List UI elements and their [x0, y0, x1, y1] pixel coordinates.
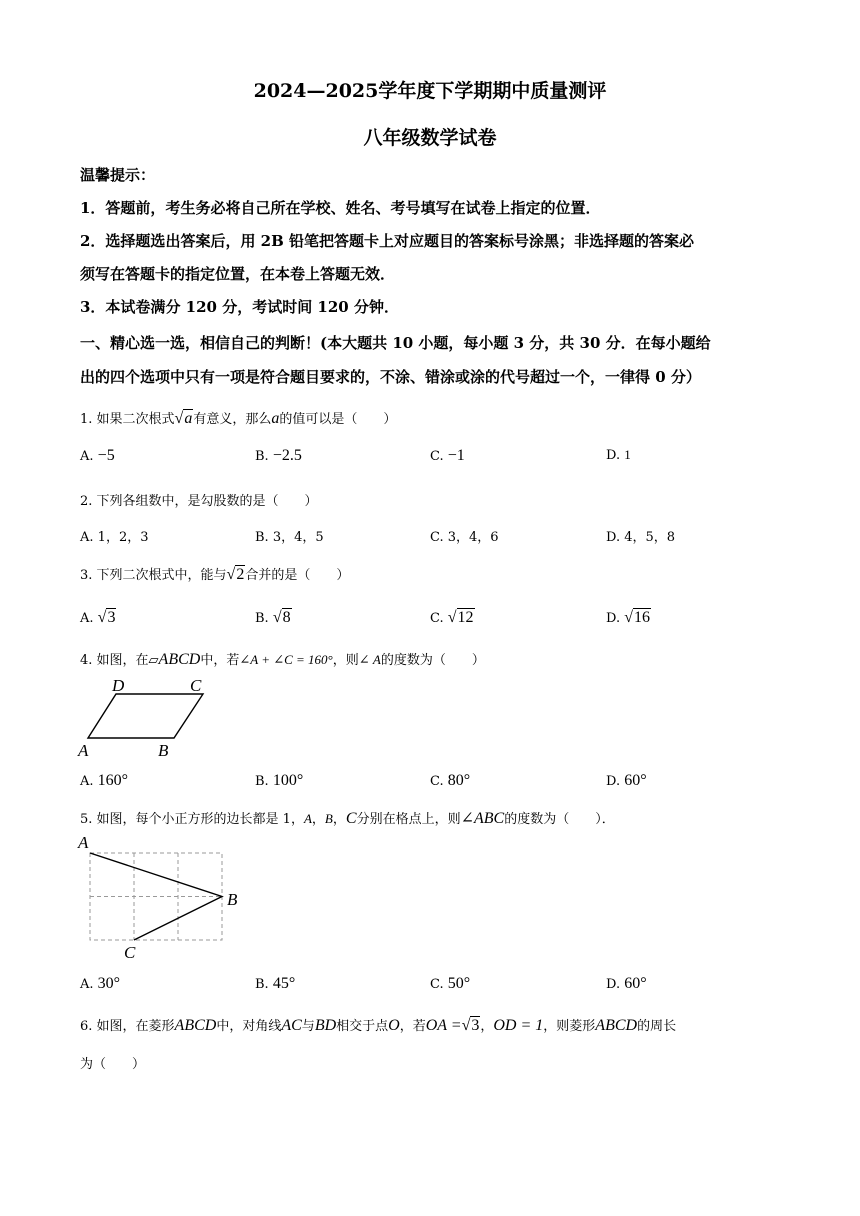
tips-heading: 温馨提示：: [80, 166, 156, 184]
label-c: C: [124, 943, 136, 962]
exam-title: 2024—2025学年度下学期期中质量测评: [253, 80, 607, 102]
question-5: 5. 如图，每个小正方形的边长都是 1，A，B，C分别在格点上，则∠ABC的度数为（ ）．: [80, 810, 615, 827]
q3-suffix: 合并的是（ ）: [245, 568, 350, 583]
q5-option-d[interactable]: D. 60°: [606, 975, 647, 992]
label-d: D: [112, 676, 125, 695]
section-1-line1: 一、精心选一选，相信自己的判断！(本大题共 10 小题，每小题 3 分，共 30 分．在每小题给: [80, 334, 711, 352]
q1-radical: √a: [174, 410, 193, 427]
q1-mid: 有意义，那么: [193, 412, 272, 427]
q1-var: a: [271, 410, 280, 427]
q5-option-b[interactable]: B. 45°: [255, 975, 296, 992]
section-1-line2: 出的四个选项中只有一项是符合题目要求的，不涂、错涂或涂的代号超过一个，一律得 0 分）: [80, 368, 701, 386]
q1-prefix: 1. 如果二次根式: [80, 412, 175, 427]
label-b: B: [158, 741, 169, 760]
q5-option-c[interactable]: C. 50°: [430, 975, 471, 992]
q3-option-c[interactable]: C. √12: [430, 609, 474, 626]
q4-option-d[interactable]: D. 60°: [606, 772, 647, 789]
q1-option-d[interactable]: D. 1: [606, 447, 631, 463]
q4-option-b[interactable]: B. 100°: [255, 772, 304, 789]
q2-option-d[interactable]: D. 4，5，8: [606, 530, 676, 545]
q1-option-b[interactable]: B. −2.5: [255, 447, 302, 464]
q1-option-c[interactable]: C. −1: [430, 447, 465, 464]
tip-3: 3．本试卷满分 120 分，考试时间 120 分钟．: [80, 298, 399, 316]
question-4: 4. 如图，在▱ABCD中，若∠A + ∠C = 160°，则∠ A的度数为（ ）: [80, 651, 485, 668]
q2-option-c[interactable]: C. 3，4，6: [430, 530, 499, 545]
tip-2-line1: 2．选择题选出答案后，用 2B 铅笔把答题卡上对应题目的答案标号涂黑；非选择题的答案必: [80, 232, 695, 250]
q2-option-b[interactable]: B. 3，4，5: [255, 530, 324, 545]
grid-lines: [90, 853, 222, 940]
q3-prefix: 3. 下列二次根式中，能与: [80, 568, 227, 583]
tip-2-line2: 须写在答题卡的指定位置，在本卷上答题无效．: [80, 265, 396, 283]
q5-option-a[interactable]: A. 30°: [80, 975, 121, 992]
label-c: C: [190, 676, 202, 695]
question-6-line1: 6. 如图，在菱形ABCD中，对角线AC与BD相交于点O，若OA =√3，OD = 1，则菱形ABCD的周长: [80, 1017, 677, 1034]
q4-option-a[interactable]: A. 160°: [80, 772, 129, 789]
label-a: A: [78, 741, 89, 760]
q2-option-a[interactable]: A. 1，2，3: [80, 530, 149, 545]
question-1: [80, 408, 396, 428]
q3-option-a[interactable]: A. √3: [80, 609, 116, 626]
question-2: 2. 下列各组数中，是勾股数的是（ ）: [80, 494, 318, 509]
label-b: B: [227, 890, 238, 909]
question-3: [80, 564, 349, 584]
q3-option-d[interactable]: D. √16: [606, 609, 651, 626]
parallelogram-shape: [88, 694, 203, 738]
q3-option-b[interactable]: B. √8: [255, 609, 291, 626]
exam-subtitle: 八年级数学试卷: [363, 127, 497, 149]
question-6-line2: 为（ ）: [80, 1057, 146, 1072]
label-a: A: [78, 833, 89, 852]
q4-option-c[interactable]: C. 80°: [430, 772, 471, 789]
tip-1: 1．答题前，考生务必将自己所在学校、姓名、考号填写在试卷上指定的位置．: [80, 199, 601, 217]
q3-radical: √2: [226, 566, 245, 583]
q1-suffix: 的值可以是（ ）: [279, 412, 397, 427]
q1-option-a[interactable]: A. −5: [80, 447, 115, 464]
q4-parallelogram-figure: [76, 674, 216, 762]
q5-grid-figure: [76, 832, 246, 964]
